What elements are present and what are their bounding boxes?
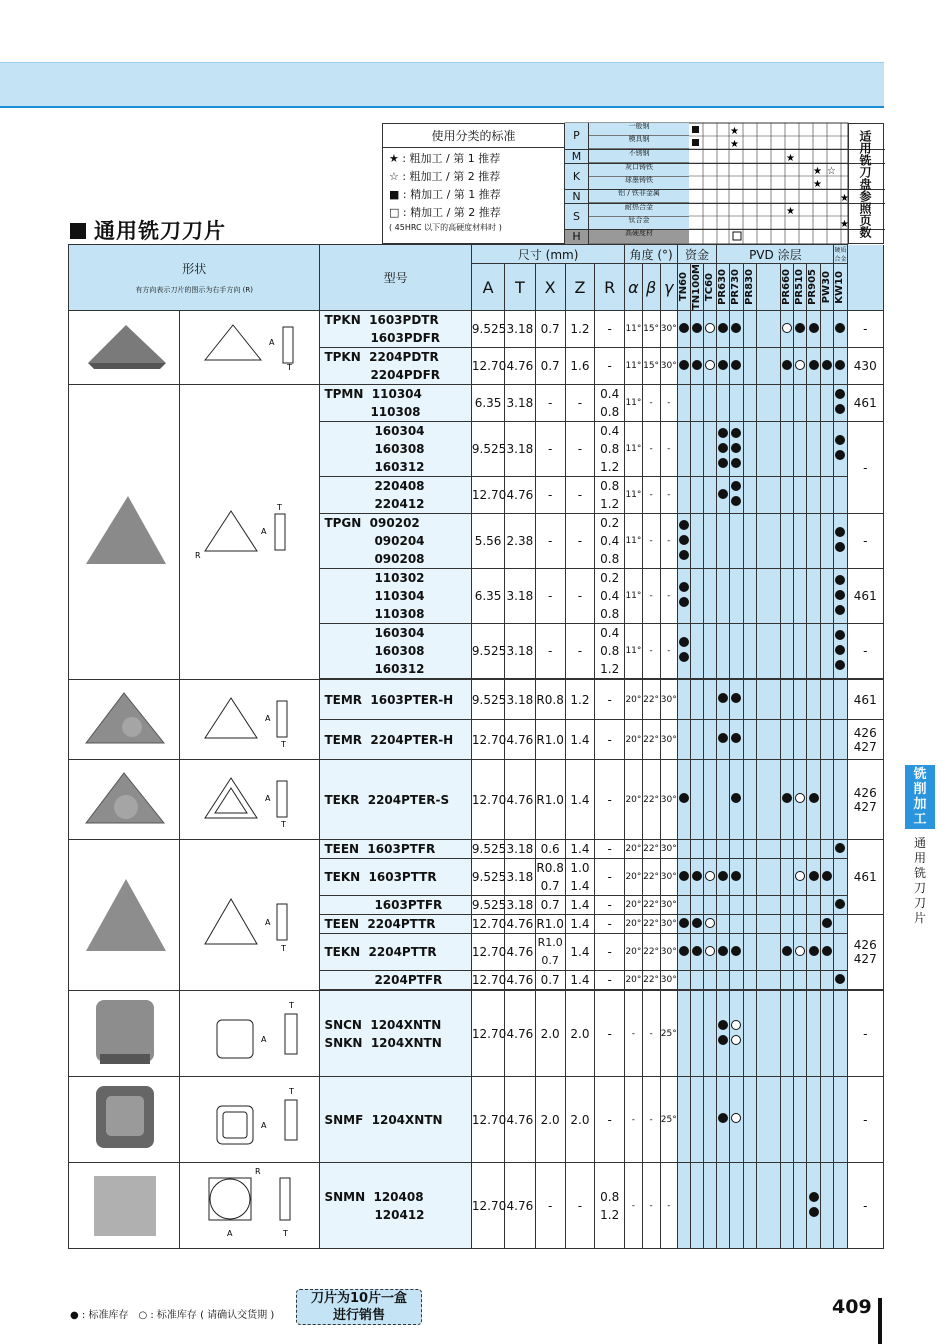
model-header: 型号 <box>320 245 471 311</box>
shape-drawing-teen <box>180 840 320 991</box>
cermet-header: 资金 <box>677 245 716 264</box>
table-row: SNCN 1204XNTN SNKN 1204XNTN <box>320 991 471 1077</box>
legend-title: 使用分类的标准 <box>383 124 564 148</box>
material-classes <box>565 123 885 244</box>
svg-text:A: A <box>264 917 271 927</box>
shape-photo-snmn <box>69 1163 180 1249</box>
legend-item: ☆ : 粗加工 / 第 2 推荐 <box>389 170 501 183</box>
table-row: TPKN 2204PDTR 2204PDFR <box>320 348 471 385</box>
shape-drawing-tpmn <box>180 385 320 680</box>
angles-header: 角度 (°) <box>625 245 678 264</box>
svg-text:T: T <box>288 1001 294 1011</box>
table-row: TPKN 1603PDTR 1603PDFR <box>320 311 471 348</box>
svg-text:A: A <box>264 794 271 804</box>
stock-circle-icon <box>782 323 792 333</box>
svg-text:T: T <box>276 502 282 512</box>
shape-drawing-tekr <box>180 760 320 840</box>
page-number: 409 <box>832 1296 872 1318</box>
svg-text:★: ★ <box>786 153 795 164</box>
stock-dot-icon <box>822 360 832 370</box>
table-row: 220408 220412 <box>320 477 471 514</box>
shape-photo-tekr <box>69 760 180 840</box>
stock-dot-icon <box>835 323 845 333</box>
legend-item: ★ : 粗加工 / 第 1 推荐 <box>389 152 501 165</box>
side-tab[interactable]: 铣 削 加 工 <box>905 765 935 829</box>
table-row: SNMN 120408 120412 <box>320 1163 471 1249</box>
shape-photo-tpkn <box>69 311 180 385</box>
stock-dot-icon <box>731 323 741 333</box>
box-note: 刀片为10片一盒 进行销售 <box>296 1289 422 1325</box>
col-alpha: α <box>625 264 642 311</box>
table-row: 110302 110304 110308 <box>320 569 471 624</box>
svg-text:T: T <box>286 363 292 373</box>
svg-text:R: R <box>254 1167 261 1177</box>
svg-text:A: A <box>260 526 267 536</box>
stock-dot-icon <box>809 360 819 370</box>
svg-text:T: T <box>280 820 286 830</box>
title-square-icon <box>70 223 86 239</box>
footer-legend: ● : 标准库存 ○ : 标准库存 ( 请确认交货期 ) <box>70 1310 275 1321</box>
table-row: TEKN 1603PTTR <box>320 859 471 896</box>
grade-kw10: KW10 <box>834 270 846 304</box>
grade-pr830: PR830 <box>743 269 755 305</box>
page-ref-col <box>847 245 883 311</box>
svg-text:R: R <box>194 550 201 560</box>
svg-text:★: ★ <box>840 193 849 204</box>
classification-legend <box>382 123 565 244</box>
dims-header: 尺寸 (mm) <box>471 245 624 264</box>
grade-tc60: TC60 <box>704 272 716 302</box>
stock-dot-icon <box>782 360 792 370</box>
class-row-m: M 不锈钢 <box>565 149 885 163</box>
svg-text:A: A <box>268 338 275 348</box>
shape-photo-tpmn <box>69 385 180 680</box>
table-row: TEEN 1603PTFR <box>320 840 471 859</box>
col-x: X <box>535 264 565 311</box>
class-row-s: S 耐热合金 钛合金 <box>565 203 885 229</box>
legend-item: □ : 精加工 / 第 2 推荐 <box>389 206 501 219</box>
stock-dot-icon <box>718 360 728 370</box>
svg-text:A: A <box>264 714 271 724</box>
rough-first-icon: ★ <box>730 126 739 137</box>
col-z: Z <box>565 264 594 311</box>
pvd-header: PVD 涂层 <box>717 245 834 264</box>
shape-drawing-tpkn <box>180 311 320 385</box>
grade-pw30: PW30 <box>821 270 833 304</box>
shape-photo-teen <box>69 840 180 991</box>
shape-photo-temr <box>69 680 180 760</box>
shape-drawing-sncn <box>180 991 320 1077</box>
table-row: TPGN 090202 090204 090208 <box>320 514 471 569</box>
table-row: TEMR 2204PTER-H <box>320 720 471 760</box>
stock-dot-icon <box>679 323 689 333</box>
header-band <box>0 62 884 108</box>
svg-text:A: A <box>260 1035 267 1045</box>
stock-dot-icon <box>795 323 805 333</box>
svg-text:T: T <box>282 1229 288 1239</box>
class-row-h: H 高硬度材 <box>565 229 885 244</box>
stock-dot-icon <box>731 360 741 370</box>
hard-header: 硬质合金 <box>834 245 847 264</box>
svg-text:★: ★ <box>840 219 849 230</box>
shape-drawing-temr <box>180 680 320 760</box>
shape-photo-snmf <box>69 1077 180 1163</box>
col-t: T <box>505 264 535 311</box>
grade-pr905: PR905 <box>807 269 819 305</box>
class-row-k: K 灰口铸铁 球墨铸铁 <box>565 163 885 189</box>
stock-dot-icon <box>692 323 702 333</box>
grade-pr510: PR510 <box>794 269 805 305</box>
class-mark-grid <box>689 123 848 244</box>
svg-text:T: T <box>280 943 286 953</box>
side-label: 通 用 铣 刀 刀 片 <box>913 836 926 925</box>
grade-tn60: TN60 <box>677 272 689 302</box>
insert-table: 形状 有方向表示刀片的图示为右手方向 (R) 型号 尺寸 (mm) 角度 (°) 资金 PVD 涂层 硬质合金 A T X Z R α β γ TN60 TN100M TC60 PR630 PR730 PR830 PR660 PR510 PR905 PW30 KW10 A T TPKN 1603PDTR 1603PDFR 9.525 3.18 0.7 1.2 - 11° 15° 30° - TPKN 2204PDTR 2204PDFR 12.70 4.76 0.7 1.6 - 11° 15° 30° 430 A T R TPMN 110304 110308 6.35 3.18 - - 0.4 0.8 11° - - 461 160304 160308 160312 9.525 3.18 - - 0.4 0.8 1.2 11° - - - 220408 220412 12.70 4.76 - - 0.8 1.2 11° - - TPGN 090202 090204 090208 5.56 2.38 - - 0.2 0.4 0.8 11° - - - 110302 110304 110308 6.35 3.18 - - 0.2 0.4 0.8 11° - - 461 160304 160308 160312 9.525 3.18 - - 0.4 0.8 1.2 11° - - - A T TEMR 1603PTER-H 9.525 3.18 R0.8 1.2 - 20° 22° 30° 461 TEMR 2204PTER-H 12.70 4.76 R1.0 1.4 - 20° 22° 30° 426 427 A T TEKR 2204PTER-S 12.70 4.76 R1.0 1.4 - 20° 22° 30° 426 427 A T TEEN 1603PTFR 9.525 3.18 0.6 1.4 - 20° 22° 30° 461 TEKN 1603PTTR 9.525 3.18 R0.8 0.7 1.0 1.4 - 20° 22° 30° 1603PTFR 9.525 3.18 0.7 1.4 - 20° 22° 30° TEEN 2204PTTR 12.70 4.76 R1.0 1.4 - 20° 22° 30° 426 427 TEKN 2204PTTR 12.70 4.76 R1.0 0.7 1.4 - 20° 22° 30° 2204PTFR 12.70 4.76 0.7 1.4 - 20° 22° 30° A T SNCN 1204XNTN SNKN 1204XNTN 12.70 4.76 2.0 2.0 - - - 25° - A T SNMF 1204XNTN 12.70 4.76 2.0 2.0 - - - 25° - A T R SNMN 120408 120412 12.70 4.76 - - 0.8 1.2 - - - - <box>68 244 884 1249</box>
legend-item: ■ : 精加工 / 第 1 推荐 <box>389 188 501 201</box>
stock-circle-icon <box>795 360 805 370</box>
svg-text:T: T <box>280 740 286 750</box>
table-row: 2204PTFR <box>320 971 471 990</box>
table-row: TEKN 2204PTTR <box>320 934 471 971</box>
table-row: 1603PTFR <box>320 896 471 915</box>
grade-pr730: PR730 <box>730 269 742 305</box>
shape-photo-sncn <box>69 991 180 1077</box>
stock-dot-icon <box>835 360 845 370</box>
stock-circle-icon <box>705 323 715 333</box>
legend-note: ( 45HRC 以下的高硬度材料时 ) <box>389 223 502 232</box>
page-bar <box>878 1298 882 1344</box>
svg-text:☆: ☆ <box>827 166 836 177</box>
svg-text:★: ★ <box>730 139 739 150</box>
grade-pr660: PR660 <box>780 269 792 305</box>
table-row: TPMN 110304 110308 <box>320 385 471 422</box>
shape-header: 形状 有方向表示刀片的图示为右手方向 (R) <box>69 245 320 311</box>
shape-drawing-snmn <box>180 1163 320 1249</box>
svg-text:★: ★ <box>813 166 822 177</box>
col-gamma: γ <box>660 264 677 311</box>
stock-dot-icon <box>718 323 728 333</box>
table-row: 160304 160308 160312 <box>320 422 471 477</box>
stock-dot-icon <box>679 360 689 370</box>
stock-circle-icon <box>705 360 715 370</box>
svg-text:★: ★ <box>813 179 822 190</box>
col-a: A <box>471 264 504 311</box>
svg-text:T: T <box>288 1087 294 1097</box>
shape-drawing-snmf <box>180 1077 320 1163</box>
table-row: TEMR 1603PTER-H <box>320 680 471 720</box>
svg-text:A: A <box>260 1121 267 1131</box>
page-ref-header: 适用铣刀盘参照页数 <box>848 123 884 244</box>
col-r: R <box>595 264 625 311</box>
stock-dot-icon <box>692 360 702 370</box>
grade-pr630: PR630 <box>717 269 729 305</box>
grade-tn100m: TN100M <box>690 264 702 311</box>
class-row-n: N 铝 / 铁非金属 <box>565 189 885 203</box>
section-title: 通用铣刀刀片 <box>70 215 226 245</box>
table-row: SNMF 1204XNTN <box>320 1077 471 1163</box>
stock-dot-icon <box>809 323 819 333</box>
table-row: TEEN 2204PTTR <box>320 915 471 934</box>
svg-text:A: A <box>226 1229 233 1239</box>
table-row: TEKR 2204PTER-S <box>320 760 471 840</box>
col-beta: β <box>642 264 660 311</box>
table-row: 160304 160308 160312 <box>320 624 471 679</box>
svg-text:★: ★ <box>786 206 795 217</box>
class-row-p: P 一般钢 模具钢 <box>565 123 885 149</box>
